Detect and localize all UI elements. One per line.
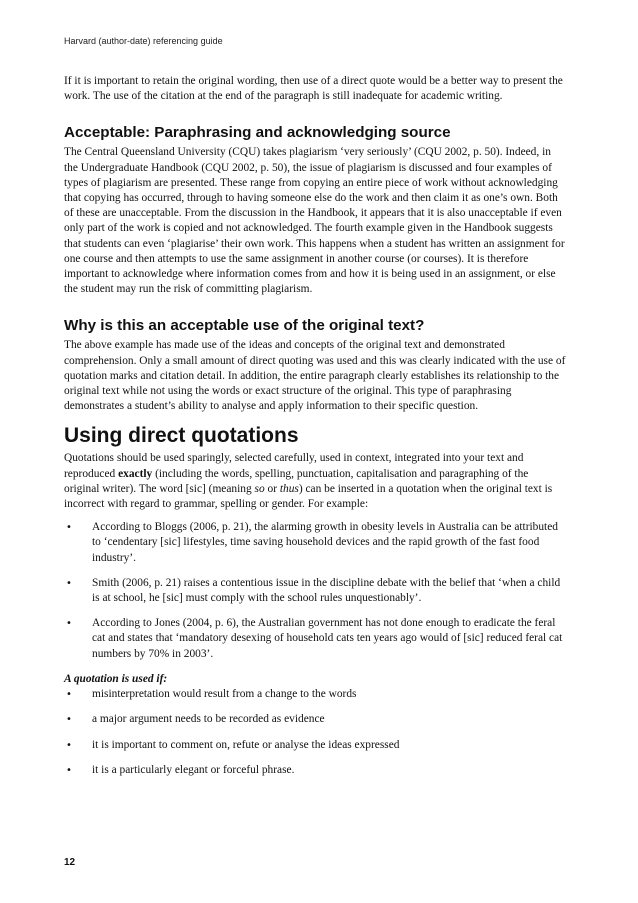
bullet-icon: • [66,714,72,726]
quotations-text-4: ) can be inserted in a quotation when the original text is incorrect with regard to grammar, spelling or gender. For example: [64,482,553,511]
quotations-text-3: or [264,482,280,495]
quotations-bold-exactly: exactly [118,467,153,480]
example-text: According to Jones (2004, p. 6), the Australian government has not done enough to eradicate the feral cat and states that ‘mandatory desexing of household cats ten years ago would of [sic] reduced feral cat numbers by 70% in 2003’. [92,617,563,660]
list-item [64,763,566,778]
why-paragraph: The above example has made use of the ideas and concepts of the original text and demonstrated comprehension. Only a small amount of direct quoting was used and this was clearly indicated with the use of quotation marks and citation detail. In addition, the entire paragraph clearly establishes its relationship to the original text while not using the words or exact structure of the original. This type of paraphrasing demonstrates a student’s ability to analyse and apply information to their specific question. [64,339,566,413]
acceptable-heading: Acceptable: Paraphrasing and acknowledging source [64,124,451,142]
examples-list [64,520,566,662]
quotations-paragraph [64,451,566,512]
used-if-text: misinterpretation would result from a change to the words [92,688,357,701]
list-item [64,576,566,606]
quotations-italic-so: so [254,482,265,495]
example-text: According to Bloggs (2006, p. 21), the alarming growth in obesity levels in Australia can be attributed to ‘cendentary [sic] lifestyles, time saving household devices and the rapid growth of the fast food industry’. [92,521,558,564]
list-item [64,712,566,727]
page-content [64,74,566,788]
bullet-icon: • [66,522,72,534]
list-item [64,616,566,662]
used-if-heading: A quotation is used if: [64,672,168,685]
bullet-icon: • [66,618,72,630]
quotations-text-1: Quotations should be used sparingly, selected carefully, used in context, integrated into your text and reproduced [64,452,524,480]
intro-paragraph: If it is important to retain the original wording, then use of a direct quote would be a better way to present the work. The use of the citation at the end of the paragraph is still inadequate for academic writing. [64,75,563,103]
running-header: Harvard (author-date) referencing guide [64,36,223,46]
bullet-icon: • [66,764,72,776]
list-item [64,520,566,566]
example-text: Smith (2006, p. 21) raises a contentious issue in the discipline debate with the belief that ‘when a child is at school, he [sic] must comply with the school rules unquestionably’. [92,576,561,605]
list-item [64,687,566,702]
list-item [64,738,566,753]
used-if-text: it is important to comment on, refute or analyse the ideas expressed [92,738,400,751]
quotations-heading: Using direct quotations [64,424,299,448]
used-if-text: a major argument needs to be recorded as evidence [92,713,325,726]
why-heading: Why is this an acceptable use of the original text? [64,317,425,335]
quotations-italic-thus: thus [279,482,299,495]
used-if-list [64,687,566,778]
quotations-text-2: (including the words, spelling, punctuation, capitalisation and paragraphing of the original writer). The word [sic] (meaning [64,467,529,495]
bullet-icon: • [66,739,72,751]
bullet-icon: • [66,689,72,701]
page-number: 12 [64,857,76,868]
acceptable-paragraph: The Central Queensland University (CQU) takes plagiarism ‘very seriously’ (CQU 2002, p. 50). Indeed, in the Undergraduate Handbook (CQU 2002, p. 50), the issue of plagiarism is discussed and four examples of types of plagiarism are presented. These range from copying an entire piece of work without acknowledging that copying has occurred, through to having someone else do the work and then claim it as one’s own. Both of these are unacceptable. From the discussion in the Handbook, it appears that it is also unacceptable if even only part of the work is copied and not acknowledged. The fourth example given in the Handbook suggests that students can even ‘plagiarise’ their own work. This happens when a student has written an assignment for one course and then attempts to use the same assignment in another course (or courses). It is therefore important to acknowledge where information comes from and how it is being used in an assignment, or else the student may run the risk of committing plagiarism. [64,146,565,296]
bullet-icon: • [66,577,72,589]
used-if-text: it is a particularly elegant or forceful phrase. [92,763,295,776]
